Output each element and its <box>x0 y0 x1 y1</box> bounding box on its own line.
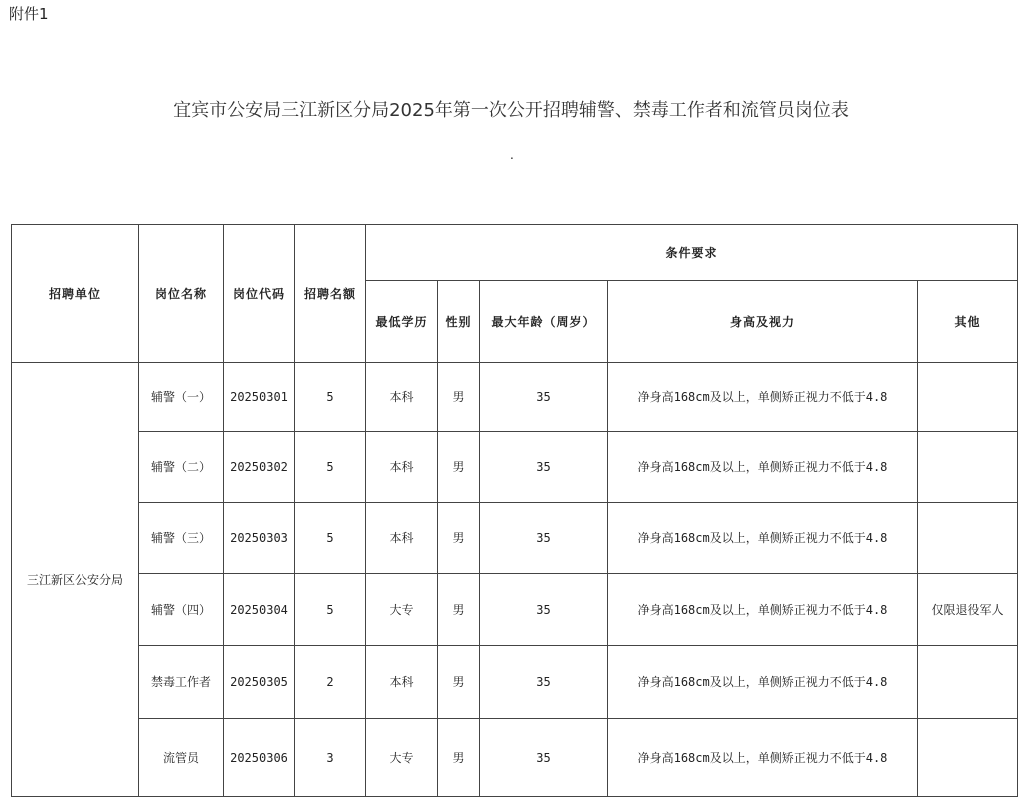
code-cell: 20250306 <box>224 719 295 797</box>
gender-cell: 男 <box>438 363 480 432</box>
header-age: 最大年龄（周岁） <box>480 281 608 363</box>
education-cell: 本科 <box>366 432 438 503</box>
code-cell: 20250303 <box>224 503 295 574</box>
gender-cell: 男 <box>438 719 480 797</box>
gender-cell: 男 <box>438 432 480 503</box>
height-vision-cell: 净身高168cm及以上，单侧矫正视力不低于4.8 <box>608 646 918 719</box>
quota-cell: 2 <box>295 646 366 719</box>
age-cell: 35 <box>480 432 608 503</box>
other-cell: 仅限退役军人 <box>918 574 1018 646</box>
gender-cell: 男 <box>438 503 480 574</box>
header-other: 其他 <box>918 281 1018 363</box>
height-vision-cell: 净身高168cm及以上，单侧矫正视力不低于4.8 <box>608 363 918 432</box>
code-cell: 20250304 <box>224 574 295 646</box>
height-vision-cell: 净身高168cm及以上，单侧矫正视力不低于4.8 <box>608 574 918 646</box>
header-unit: 招聘单位 <box>12 225 139 363</box>
other-cell <box>918 432 1018 503</box>
code-cell: 20250301 <box>224 363 295 432</box>
position-cell: 辅警（三） <box>139 503 224 574</box>
position-cell: 流管员 <box>139 719 224 797</box>
table-row <box>12 574 1018 646</box>
table-row <box>12 432 1018 503</box>
education-cell: 本科 <box>366 363 438 432</box>
position-cell: 禁毒工作者 <box>139 646 224 719</box>
header-position: 岗位名称 <box>139 225 224 363</box>
page-title: 宜宾市公安局三江新区分局2025年第一次公开招聘辅警、禁毒工作者和流管员岗位表 <box>173 100 849 121</box>
other-cell <box>918 503 1018 574</box>
unit-cell: 三江新区公安分局 <box>12 363 139 797</box>
education-cell: 本科 <box>366 503 438 574</box>
quota-cell: 3 <box>295 719 366 797</box>
quota-cell: 5 <box>295 503 366 574</box>
quota-cell: 5 <box>295 363 366 432</box>
gender-cell: 男 <box>438 646 480 719</box>
other-cell <box>918 646 1018 719</box>
header-gender: 性别 <box>438 281 480 363</box>
position-cell: 辅警（四） <box>139 574 224 646</box>
age-cell: 35 <box>480 503 608 574</box>
education-cell: 本科 <box>366 646 438 719</box>
header-education: 最低学历 <box>366 281 438 363</box>
table-row <box>12 646 1018 719</box>
quota-cell: 5 <box>295 432 366 503</box>
education-cell: 大专 <box>366 719 438 797</box>
position-cell: 辅警（一） <box>139 363 224 432</box>
attachment-label: 附件1 <box>9 5 49 23</box>
gender-cell: 男 <box>438 574 480 646</box>
code-cell: 20250302 <box>224 432 295 503</box>
positions-table <box>11 224 1018 797</box>
header-height-vision: 身高及视力 <box>608 281 918 363</box>
header-quota: 招聘名额 <box>295 225 366 363</box>
table-row <box>12 363 1018 432</box>
header-conditions: 条件要求 <box>366 225 1018 281</box>
height-vision-cell: 净身高168cm及以上，单侧矫正视力不低于4.8 <box>608 719 918 797</box>
age-cell: 35 <box>480 574 608 646</box>
education-cell: 大专 <box>366 574 438 646</box>
age-cell: 35 <box>480 719 608 797</box>
header-code: 岗位代码 <box>224 225 295 363</box>
table-row <box>12 503 1018 574</box>
title-dot: . <box>510 148 514 162</box>
position-cell: 辅警（二） <box>139 432 224 503</box>
other-cell <box>918 719 1018 797</box>
other-cell <box>918 363 1018 432</box>
height-vision-cell: 净身高168cm及以上，单侧矫正视力不低于4.8 <box>608 503 918 574</box>
age-cell: 35 <box>480 363 608 432</box>
code-cell: 20250305 <box>224 646 295 719</box>
quota-cell: 5 <box>295 574 366 646</box>
height-vision-cell: 净身高168cm及以上，单侧矫正视力不低于4.8 <box>608 432 918 503</box>
age-cell: 35 <box>480 646 608 719</box>
table-row <box>12 719 1018 797</box>
